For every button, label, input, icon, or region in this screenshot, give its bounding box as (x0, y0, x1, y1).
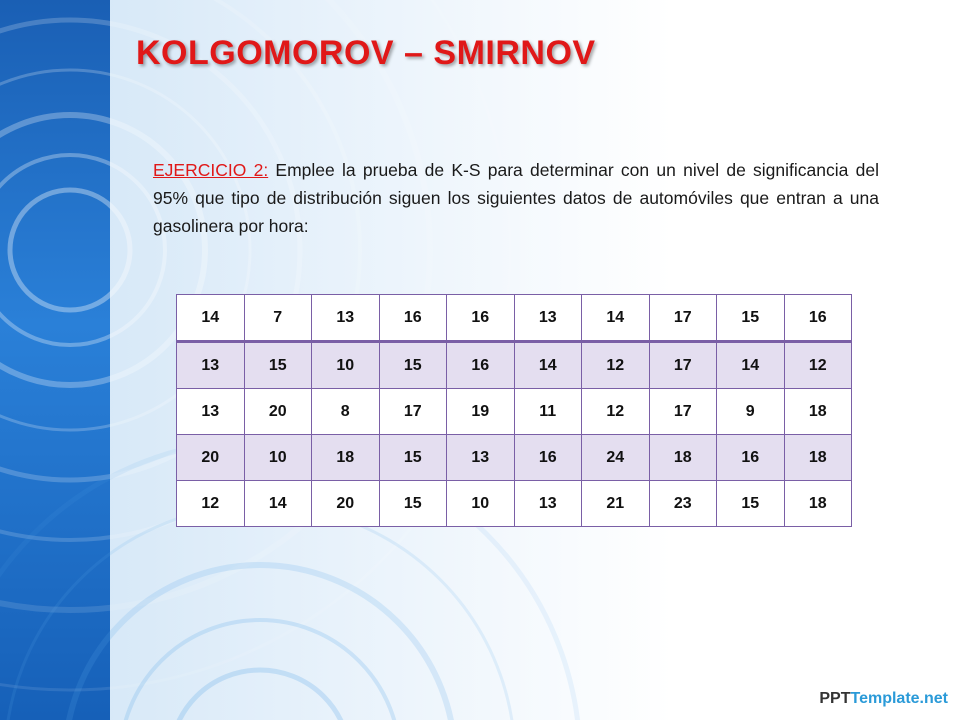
slide-title: KOLGOMOROV – SMIRNOV (136, 34, 596, 72)
table-cell: 16 (514, 435, 582, 481)
table-cell: 8 (312, 389, 380, 435)
table-cell: 20 (177, 435, 245, 481)
table-cell: 20 (244, 389, 312, 435)
table-cell: 18 (312, 435, 380, 481)
table-cell: 9 (717, 389, 785, 435)
table-cell: 17 (649, 342, 717, 389)
table-cell: 13 (514, 295, 582, 342)
table-cell: 13 (312, 295, 380, 342)
table-cell: 12 (784, 342, 852, 389)
table-cell: 15 (379, 481, 447, 527)
table-cell: 13 (177, 389, 245, 435)
table-row (177, 342, 852, 389)
table-cell: 16 (784, 295, 852, 342)
brand-part2: Template.net (850, 690, 948, 707)
table-cell: 16 (379, 295, 447, 342)
table-cell: 21 (582, 481, 650, 527)
table-cell: 11 (514, 389, 582, 435)
table-cell: 13 (514, 481, 582, 527)
table-cell: 13 (177, 342, 245, 389)
table-cell: 10 (312, 342, 380, 389)
table-cell: 14 (177, 295, 245, 342)
table-cell: 18 (784, 481, 852, 527)
table-cell: 18 (784, 389, 852, 435)
table-cell: 10 (244, 435, 312, 481)
table-cell: 17 (649, 389, 717, 435)
table-cell: 15 (717, 295, 785, 342)
exercise-text: Emplee la prueba de K-S para determinar con un nivel de significancia del 95% que tipo de distribución siguen los siguientes datos de automóviles que entran a una gasolinera por hora: (153, 160, 879, 236)
table-cell: 15 (717, 481, 785, 527)
table-cell: 13 (447, 435, 515, 481)
table-row (177, 389, 852, 435)
table-cell: 17 (379, 389, 447, 435)
table-cell: 19 (447, 389, 515, 435)
table-cell: 14 (582, 295, 650, 342)
table-cell: 16 (447, 295, 515, 342)
table-cell: 18 (784, 435, 852, 481)
table-cell: 16 (717, 435, 785, 481)
table-cell: 14 (244, 481, 312, 527)
table-cell: 24 (582, 435, 650, 481)
table-cell: 15 (379, 435, 447, 481)
table-cell: 12 (582, 342, 650, 389)
table-row (177, 295, 852, 342)
table-cell: 20 (312, 481, 380, 527)
table-cell: 16 (447, 342, 515, 389)
table-cell: 23 (649, 481, 717, 527)
table-cell: 7 (244, 295, 312, 342)
table-cell: 10 (447, 481, 515, 527)
table-cell: 12 (177, 481, 245, 527)
table-row (177, 435, 852, 481)
left-blue-band (0, 0, 110, 720)
table-cell: 12 (582, 389, 650, 435)
table-cell: 18 (649, 435, 717, 481)
exercise-paragraph (153, 156, 879, 240)
brand-part1: PPT (819, 690, 851, 707)
table-cell: 14 (514, 342, 582, 389)
table-cell: 15 (379, 342, 447, 389)
table-cell: 17 (649, 295, 717, 342)
table-row (177, 481, 852, 527)
exercise-label: EJERCICIO 2: (153, 160, 269, 180)
table-cell: 15 (244, 342, 312, 389)
data-table (176, 294, 852, 527)
brand-logo (819, 690, 948, 708)
table-cell: 14 (717, 342, 785, 389)
